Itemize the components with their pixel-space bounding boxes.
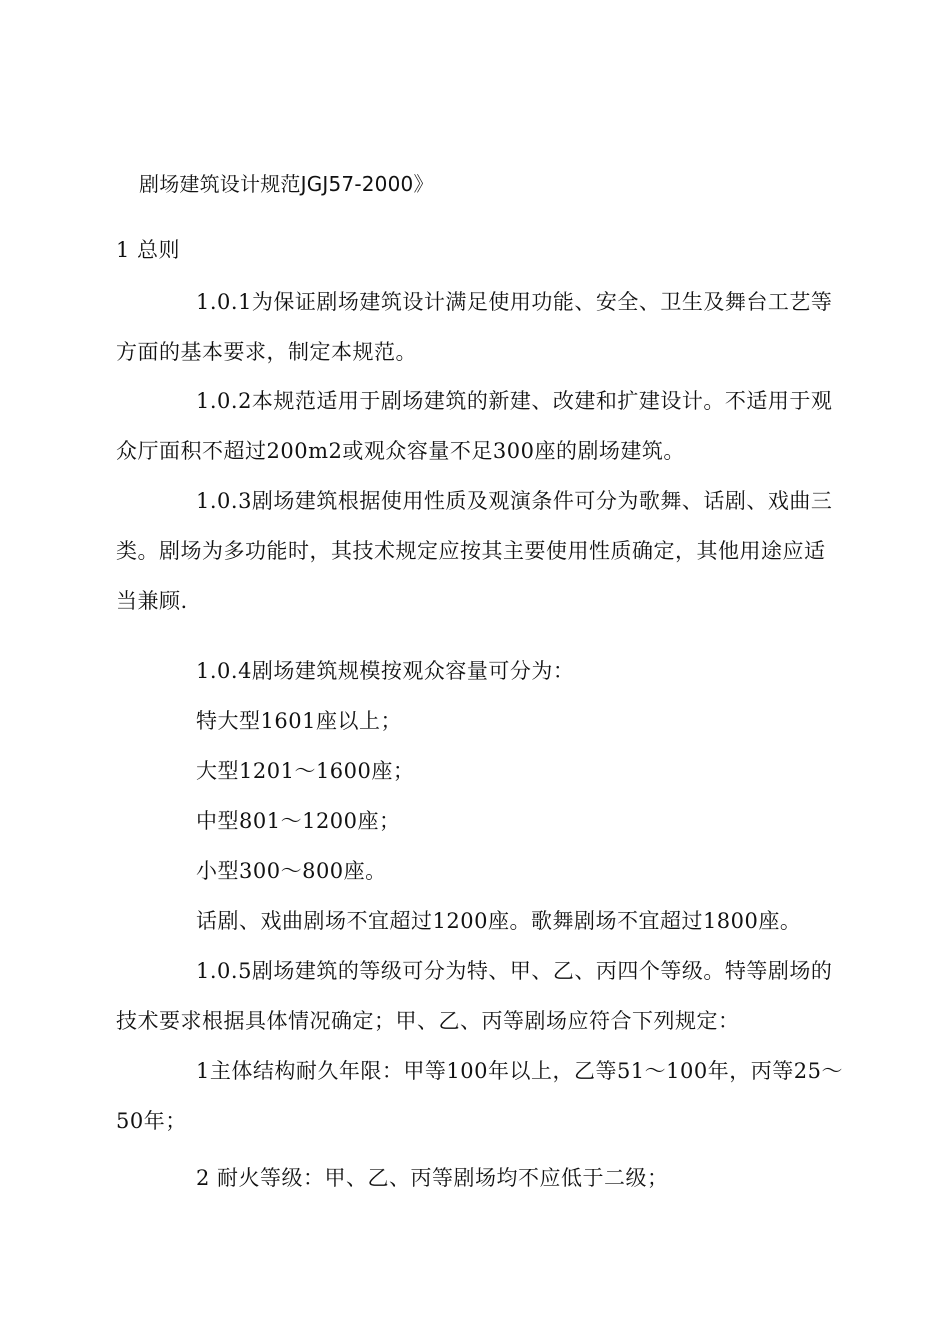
clause-1-0-5-item-1-line-2: 50年；	[116, 1109, 187, 1133]
clause-1-0-4-intro: 1.0.4剧场建筑规模按观众容量可分为：	[196, 659, 575, 683]
document-title: 剧场建筑设计规范JGJ57-2000》	[139, 172, 434, 196]
clause-1-0-3-line-3: 当兼顾.	[116, 589, 188, 613]
scale-item-large: 大型1201〜1600座；	[196, 759, 415, 783]
clause-1-0-3-line-2: 类。剧场为多功能时，其技术规定应按其主要使用性质确定，其他用途应适	[116, 539, 826, 563]
clause-1-0-2-line-1: 1.0.2本规范适用于剧场建筑的新建、改建和扩建设计。不适用于观	[196, 389, 833, 413]
clause-1-0-3-line-1: 1.0.3剧场建筑根据使用性质及观演条件可分为歌舞、话剧、戏曲三	[196, 489, 833, 513]
clause-1-0-5-line-1: 1.0.5剧场建筑的等级可分为特、甲、乙、丙四个等级。特等剧场的	[196, 959, 833, 983]
clause-1-0-1-line-2: 方面的基本要求，制定本规范。	[116, 340, 417, 364]
scale-item-small: 小型300〜800座。	[196, 859, 387, 883]
clause-1-0-5-item-1-line-1: 1主体结构耐久年限：甲等100年以上，乙等51〜100年，丙等25〜	[196, 1059, 843, 1083]
scale-item-medium: 中型801〜1200座；	[196, 809, 401, 833]
clause-1-0-5-item-2: 2 耐火等级：甲、乙、丙等剧场均不应低于二级；	[196, 1166, 669, 1190]
clause-1-0-2-line-2: 众厅面积不超过200m2或观众容量不足300座的剧场建筑。	[116, 439, 685, 463]
clause-1-0-1-line-1: 1.0.1为保证剧场建筑设计满足使用功能、安全、卫生及舞台工艺等	[196, 290, 833, 314]
clause-1-0-5-line-2: 技术要求根据具体情况确定；甲、乙、丙等剧场应符合下列规定：	[116, 1009, 740, 1033]
scale-item-extra-large: 特大型1601座以上；	[196, 709, 402, 733]
clause-1-0-4-note: 话剧、戏曲剧场不宜超过1200座。歌舞剧场不宜超过1800座。	[196, 909, 802, 933]
chapter-heading: 1 总则	[116, 238, 181, 262]
